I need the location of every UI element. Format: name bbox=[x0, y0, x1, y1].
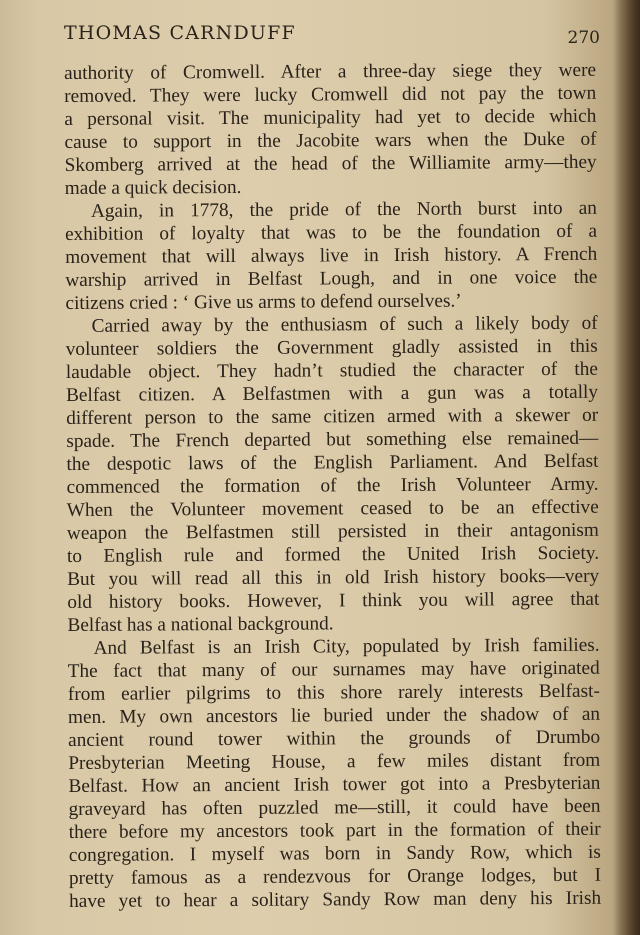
paragraph-line: different person to the same citizen armed with a skewer or bbox=[66, 404, 599, 429]
paragraph-line: commenced the formation of the Irish Volunteer Army. bbox=[66, 473, 599, 498]
paragraph-line: volunteer soldiers the Government gladly assisted in this bbox=[65, 335, 598, 360]
paragraph-line: laudable object. They hadn’t studied the character of the bbox=[65, 358, 598, 383]
paragraph-line: spade. The French departed but something else remained— bbox=[66, 427, 599, 452]
paragraph-line: removed. They were lucky Cromwell did not pay the town bbox=[64, 82, 597, 107]
paragraph-line: The fact that many of our surnames may have originated bbox=[67, 657, 600, 682]
paragraph-line: weapon the Belfastmen still persisted in their antagonism bbox=[66, 519, 599, 544]
paragraph-line: Presbyterian Meeting House, a few miles distant from bbox=[68, 749, 601, 774]
paragraph-line: have yet to hear a solitary Sandy Row man deny his Irish bbox=[69, 887, 602, 912]
paragraph-line: the despotic laws of the English Parliament. And Belfast bbox=[66, 450, 599, 475]
paragraph-line: Carried away by the enthusiasm of such a likely body of bbox=[91, 312, 598, 337]
paragraph-line: there before my ancestors took part in the formation of their bbox=[68, 818, 601, 843]
paragraph-line: pretty famous as a rendezvous for Orange lodges, but I bbox=[68, 864, 602, 889]
running-head: THOMAS CARNDUFF bbox=[64, 22, 296, 44]
paragraph-line: a personal visit. The municipality had yet to decide which bbox=[64, 105, 597, 130]
paragraph-line: cause to support in the Jacobite wars when the Duke of bbox=[64, 128, 597, 153]
paragraph-line: Belfast. How an ancient Irish tower got into a Presbyterian bbox=[68, 772, 601, 797]
paragraph-line: Skomberg arrived at the head of the Williamite army—they bbox=[64, 151, 597, 176]
paragraph-line: ancient round tower within the grounds of Drumbo bbox=[68, 726, 601, 751]
paragraph-line: Belfast citizen. A Belfastmen with a gun was a totally bbox=[65, 381, 599, 406]
body-text bbox=[64, 59, 601, 913]
paragraph-line: from earlier pilgrims to this shore rarely interests Belfast- bbox=[67, 680, 600, 705]
paragraph-line: exhibition of loyalty that was to be the foundation of a bbox=[64, 220, 598, 245]
paragraph-line: old history books. However, I think you will agree that bbox=[67, 588, 600, 613]
paragraph-line: Belfast has a national background. bbox=[67, 613, 334, 636]
page-header bbox=[64, 20, 600, 50]
paragraph-line: Again, in 1778, the pride of the North burst into an bbox=[90, 197, 597, 222]
paragraph-line: And Belfast is an Irish City, populated by Irish families. bbox=[93, 634, 600, 659]
paragraph-line: to English rule and formed the United Irish Society. bbox=[66, 542, 600, 567]
paragraph-line: warship arrived in Belfast Lough, and in one voice the bbox=[65, 266, 598, 291]
paragraph-line: But you will read all this in old Irish history books—very bbox=[67, 565, 600, 590]
paragraph-line: made a quick decision. bbox=[64, 176, 242, 199]
paragraph-line: men. My own ancestors lie buried under the shadow of an bbox=[67, 703, 601, 728]
paragraph-line: congregation. I myself was born in Sandy Row, which is bbox=[68, 841, 601, 866]
paragraph-line: graveyard has often puzzled me—still, it could have been bbox=[68, 795, 601, 820]
paragraph-line: movement that will always live in Irish history. A French bbox=[65, 243, 598, 268]
page-number: 270 bbox=[567, 28, 600, 48]
paragraph-line: authority of Cromwell. After a three-day siege they were bbox=[64, 59, 597, 84]
paragraph-line: When the Volunteer movement ceased to be an effective bbox=[66, 496, 599, 521]
paragraph-line: citizens cried : ‘ Give us arms to defend ourselves.’ bbox=[65, 290, 462, 314]
